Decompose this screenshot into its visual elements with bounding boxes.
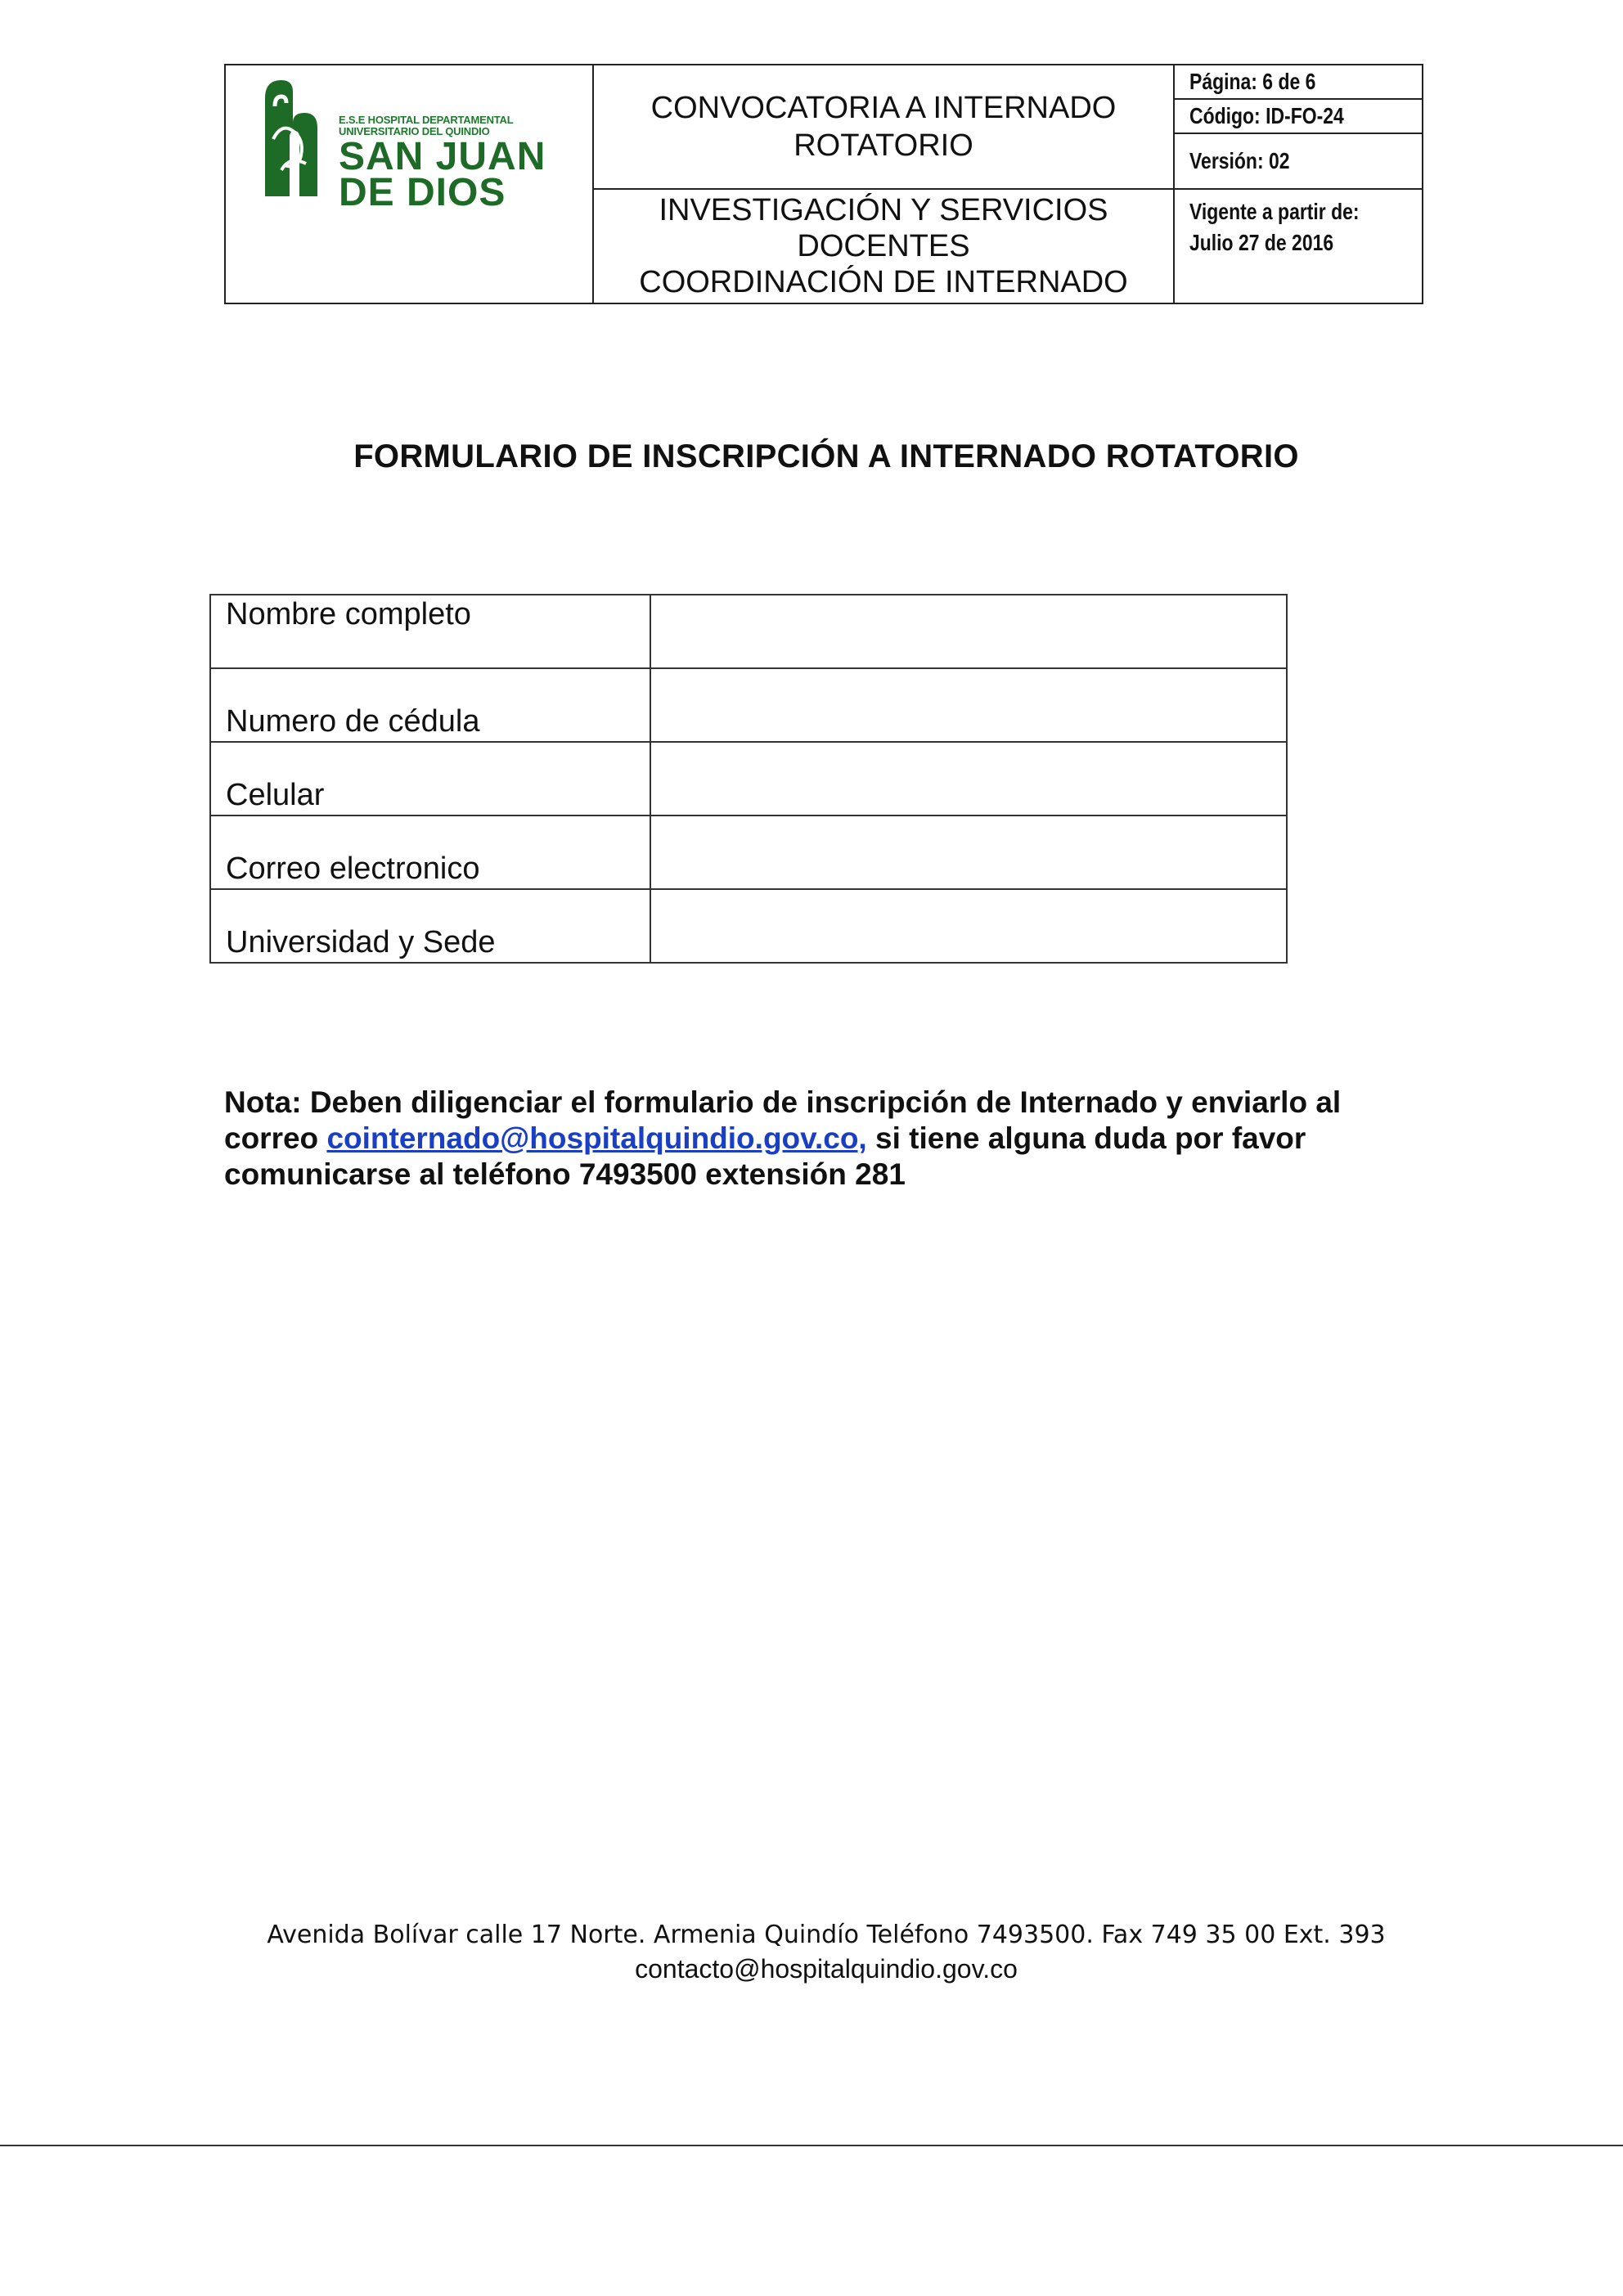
field-input-email[interactable] <box>650 816 1287 889</box>
email-link[interactable]: cointernado@hospitalquindio.gov.co, <box>326 1121 867 1155</box>
document-code: Código: ID-FO-24 <box>1175 100 1422 134</box>
registration-form-table <box>209 594 1288 964</box>
footer-email: contacto@hospitalquindio.gov.co <box>635 1954 1018 1984</box>
table-row <box>210 595 1287 668</box>
page-number: Página: 6 de 6 <box>1175 65 1422 100</box>
footer-divider <box>0 2145 1623 2146</box>
document-version: Versión: 02 <box>1175 134 1422 190</box>
field-label: Universidad y Sede <box>210 889 650 963</box>
field-label: Numero de cédula <box>210 668 650 742</box>
form-title: FORMULARIO DE INSCRIPCIÓN A INTERNADO ROTATORIO <box>353 438 1299 474</box>
table-row <box>210 668 1287 742</box>
table-row <box>210 816 1287 889</box>
validity-date: Vigente a partir de: Julio 27 de 2016 <box>1189 199 1360 255</box>
field-label: Nombre completo <box>210 595 650 668</box>
field-label: Celular <box>210 742 650 816</box>
header-center <box>594 65 1175 303</box>
footer-address: Avenida Bolívar calle 17 Norte. Armenia Quindío Teléfono 7493500. Fax 749 35 00 Ext. 393 <box>267 1921 1386 1949</box>
field-input-cellphone[interactable] <box>650 742 1287 816</box>
hospital-logo-icon <box>257 74 322 204</box>
table-row <box>210 889 1287 963</box>
document-title: CONVOCATORIA A INTERNADO ROTATORIO <box>594 65 1173 190</box>
logo-name: SAN JUAN DE DIOS <box>339 135 546 214</box>
department-title: INVESTIGACIÓN Y SERVICIOS DOCENTES COORDINACIÓN DE INTERNADO <box>639 193 1128 299</box>
field-input-full-name[interactable] <box>650 595 1287 668</box>
submission-note: Nota: Deben diligenciar el formulario de inscripción de Internado y enviarlo al correo cointernado@hospitalquindio.gov.co, si tiene alguna duda por favor comunicarse al teléfono 7493500 extensión 281 <box>224 1085 1342 1191</box>
document-control-info <box>1175 65 1422 303</box>
logo-subtitle: E.S.E HOSPITAL DEPARTAMENTAL UNIVERSITARIO DEL QUINDIO <box>339 114 514 137</box>
table-row <box>210 742 1287 816</box>
field-input-id-number[interactable] <box>650 668 1287 742</box>
logo-cell <box>226 65 594 303</box>
document-header <box>224 64 1423 304</box>
field-label: Correo electronico <box>210 816 650 889</box>
field-input-university[interactable] <box>650 889 1287 963</box>
